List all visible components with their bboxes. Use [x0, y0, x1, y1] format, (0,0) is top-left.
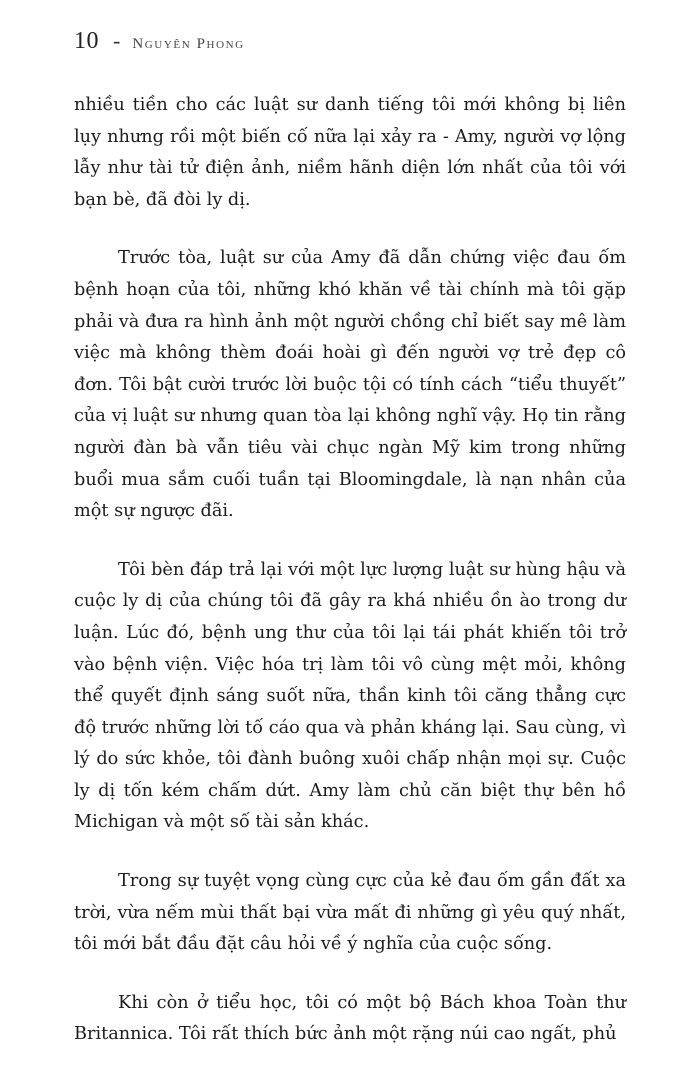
- running-title-author: Nguyên Phong: [132, 36, 245, 52]
- paragraph: Trong sự tuyệt vọng cùng cực của kẻ đau ốm gần đất xa trời, vừa nếm mùi thất bại vừa mất đi những gì yêu quý nhất, tôi mới bắt đầu đặt câu hỏi về ý nghĩa của cuộc sống.: [74, 871, 626, 955]
- page-number: 10: [74, 28, 99, 54]
- paragraph: Tôi bèn đáp trả lại với một lực lượng luật sư hùng hậu và cuộc ly dị của chúng tôi đã gây ra khá nhiều ồn ào trong dư luận. Lúc đó, bệnh ung thư của tôi lại tái phát khiến tôi trở vào bệnh viện. Việc hóa trị làm tôi vô cùng mệt mỏi, không thể quyết định sáng suốt nữa, thần kinh tôi căng thẳng cực độ trước những lời tố cáo qua và phản kháng lại. Sau cùng, vì lý do sức khỏe, tôi đành buông xuôi chấp nhận mọi sự. Cuộc ly dị tốn kém chấm dứt. Amy làm chủ căn biệt thự bên hồ Michigan và một số tài sản khác.: [74, 559, 626, 833]
- page-header: [74, 28, 245, 68]
- paragraph-continuation: nhiều tiền cho các luật sư danh tiếng tôi mới không bị liên lụy nhưng rồi một biến cố nữa lại xảy ra - Amy, người vợ lộng lẫy như tài tử điện ảnh, niềm hãnh diện lớn nhất của tôi với bạn bè, đã đòi ly dị.: [74, 95, 626, 210]
- header-separator: -: [113, 28, 121, 53]
- body-text: [74, 90, 626, 1078]
- paragraph: Trước tòa, luật sư của Amy đã dẫn chứng việc đau ốm bệnh hoạn của tôi, những khó khăn về tài chính mà tôi gặp phải và đưa ra hình ảnh một người chồng chỉ biết say mê làm việc mà không thèm đoái hoài gì đến người vợ trẻ đẹp cô đơn. Tôi bật cười trước lời buộc tội có tính cách “tiểu thuyết” của vị luật sư nhưng quan tòa lại không nghĩ vậy. Họ tin rằng người đàn bà vẫn tiêu vài chục ngàn Mỹ kim trong những buổi mua sắm cuối tuần tại Bloomingdale, là nạn nhân của một sự ngược đãi.: [74, 248, 626, 522]
- paragraph: Khi còn ở tiểu học, tôi có một bộ Bách khoa Toàn thư Britannica. Tôi rất thích bức ảnh một rặng núi cao ngất, phủ: [74, 992, 626, 1045]
